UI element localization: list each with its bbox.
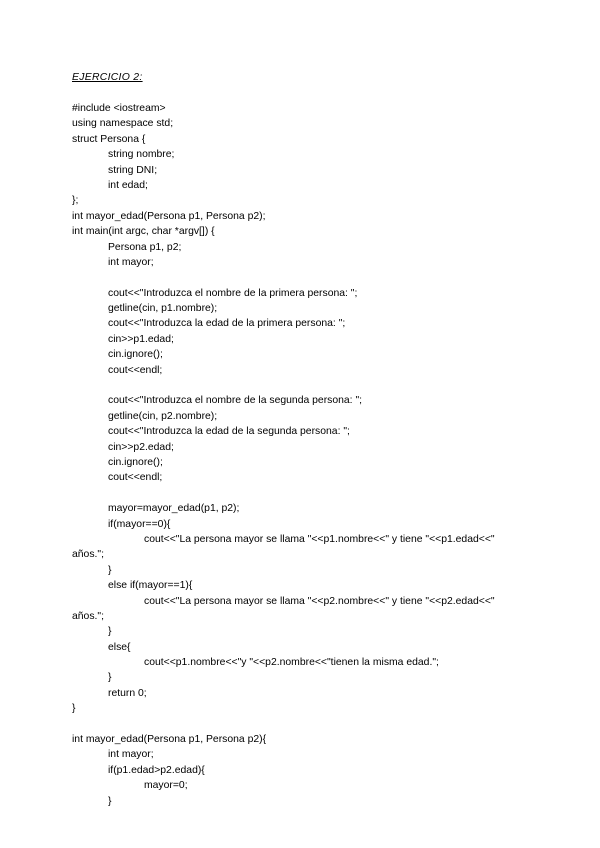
code-line: cout<<"Introduzca el nombre de la segunda persona: "; xyxy=(108,395,363,407)
code-line: }; xyxy=(72,195,79,207)
code-line: else{ xyxy=(108,641,131,653)
code-line: using namespace std; xyxy=(72,118,174,130)
code-line: int main(int argc, char *argv[]) { xyxy=(72,226,215,238)
code-block xyxy=(72,101,542,809)
code-line: } xyxy=(108,672,112,684)
code-line: cout<<"La persona mayor se llama "<<p1.nombre<<" y tiene "<<p1.edad<<" xyxy=(144,533,495,545)
code-line: cin.ignore(); xyxy=(108,349,163,361)
code-line: mayor=mayor_edad(p1, p2); xyxy=(108,503,240,515)
blank-line xyxy=(72,378,542,393)
code-line: int mayor_edad(Persona p1, Persona p2){ xyxy=(72,734,267,746)
code-line: cout<<"Introduzca el nombre de la primera persona: "; xyxy=(108,287,358,299)
code-line: } xyxy=(72,703,76,715)
code-line: else if(mayor==1){ xyxy=(108,580,193,592)
code-line: años."; xyxy=(72,549,104,561)
code-line: } xyxy=(108,795,112,807)
code-line: string nombre; xyxy=(108,149,175,161)
code-line: int mayor; xyxy=(108,256,154,268)
code-line: if(mayor==0){ xyxy=(108,518,171,530)
blank-line xyxy=(72,717,542,732)
code-line: cout<<p1.nombre<<"y "<<p2.nombre<<"tienen la misma edad."; xyxy=(144,657,439,669)
code-line: getline(cin, p2.nombre); xyxy=(108,410,218,422)
code-line: cin.ignore(); xyxy=(108,456,163,468)
code-line: cin>>p1.edad; xyxy=(108,333,174,345)
code-line: string DNI; xyxy=(108,164,158,176)
code-line: mayor=0; xyxy=(144,780,188,792)
code-line: Persona p1, p2; xyxy=(108,241,182,253)
code-line: if(p1.edad>p2.edad){ xyxy=(108,764,205,776)
code-line: cout<<"Introduzca la edad de la primera persona: "; xyxy=(108,318,346,330)
code-line: } xyxy=(108,564,112,576)
code-line: int edad; xyxy=(108,179,148,191)
code-line: #include <iostream> xyxy=(72,103,166,114)
code-line: int mayor; xyxy=(108,749,154,761)
code-line: cout<<"La persona mayor se llama "<<p2.nombre<<" y tiene "<<p2.edad<<" xyxy=(144,595,495,607)
code-line: } xyxy=(108,626,112,638)
exercise-title: EJERCICIO 2: xyxy=(72,72,143,83)
code-line: struct Persona { xyxy=(72,133,146,145)
code-line: cout<<endl; xyxy=(108,364,163,376)
code-line: getline(cin, p1.nombre); xyxy=(108,303,218,315)
code-line: cin>>p2.edad; xyxy=(108,441,174,453)
blank-line xyxy=(72,486,542,501)
code-line: int mayor_edad(Persona p1, Persona p2); xyxy=(72,210,266,222)
code-line: cout<<"Introduzca la edad de la segunda persona: "; xyxy=(108,426,350,438)
code-line: return 0; xyxy=(108,687,147,699)
code-line: cout<<endl; xyxy=(108,472,163,484)
blank-line xyxy=(72,270,542,285)
code-line: años."; xyxy=(72,610,104,622)
